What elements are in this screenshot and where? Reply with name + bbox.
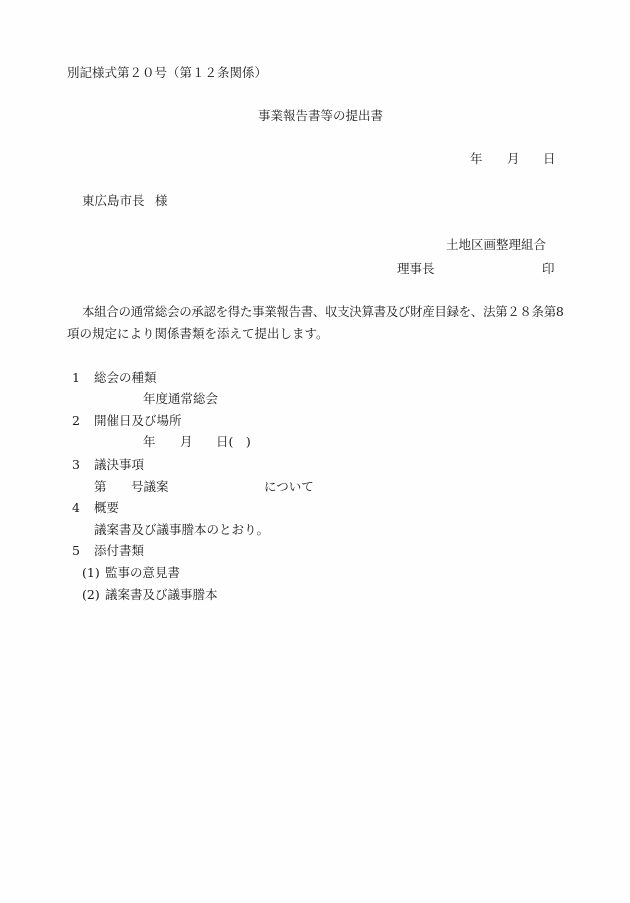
- item-number: 4: [72, 500, 80, 515]
- bill-suffix: について: [264, 479, 314, 494]
- meeting-year-label: 年: [143, 434, 156, 449]
- item-number: 3: [72, 457, 80, 472]
- bill-prefix: 第: [94, 479, 107, 494]
- item-number: 5: [72, 543, 80, 558]
- date-year-label: 年: [470, 151, 483, 166]
- item-heading: 総会の種類: [94, 370, 157, 385]
- meeting-day-label: 日( ): [216, 434, 251, 449]
- attachment-number: (1): [82, 565, 100, 580]
- addressee-honorific: 様: [155, 193, 168, 208]
- date-day-label: 日: [543, 151, 556, 166]
- body-line-1: 本組合の通常総会の承認を得た事業報告書、収支決算書及び財産目録を、法第２８条第8: [82, 304, 564, 319]
- date-month-label: 月: [507, 151, 520, 166]
- body-line-2: 項の規定により関係書類を添えて提出します。: [67, 326, 329, 341]
- item-number: 2: [72, 413, 80, 428]
- item-number: 1: [72, 370, 80, 385]
- sender-organization: 土地区画整理組合: [446, 237, 547, 252]
- attachment-number: (2): [82, 587, 100, 602]
- item-content: 議案書及び議事謄本のとおり。: [94, 522, 270, 537]
- addressee-name: 東広島市長: [82, 193, 145, 208]
- bill-label: 号議案: [131, 479, 169, 494]
- item-heading: 議決事項: [94, 457, 145, 472]
- sender-position: 理事長: [397, 261, 435, 276]
- item-heading: 開催日及び場所: [94, 413, 182, 428]
- form-number: 別記様式第２０号（第１２条関係）: [67, 65, 268, 80]
- item-heading: 添付書類: [94, 543, 145, 558]
- seal-mark: 印: [542, 261, 555, 276]
- attachment-label: 議案書及び議事謄本: [105, 587, 218, 602]
- item-heading: 概要: [94, 500, 120, 515]
- item-content: 年度通常総会: [143, 391, 219, 406]
- document-title: 事業報告書等の提出書: [258, 108, 384, 123]
- attachment-label: 監事の意見書: [105, 565, 181, 580]
- meeting-month-label: 月: [180, 434, 193, 449]
